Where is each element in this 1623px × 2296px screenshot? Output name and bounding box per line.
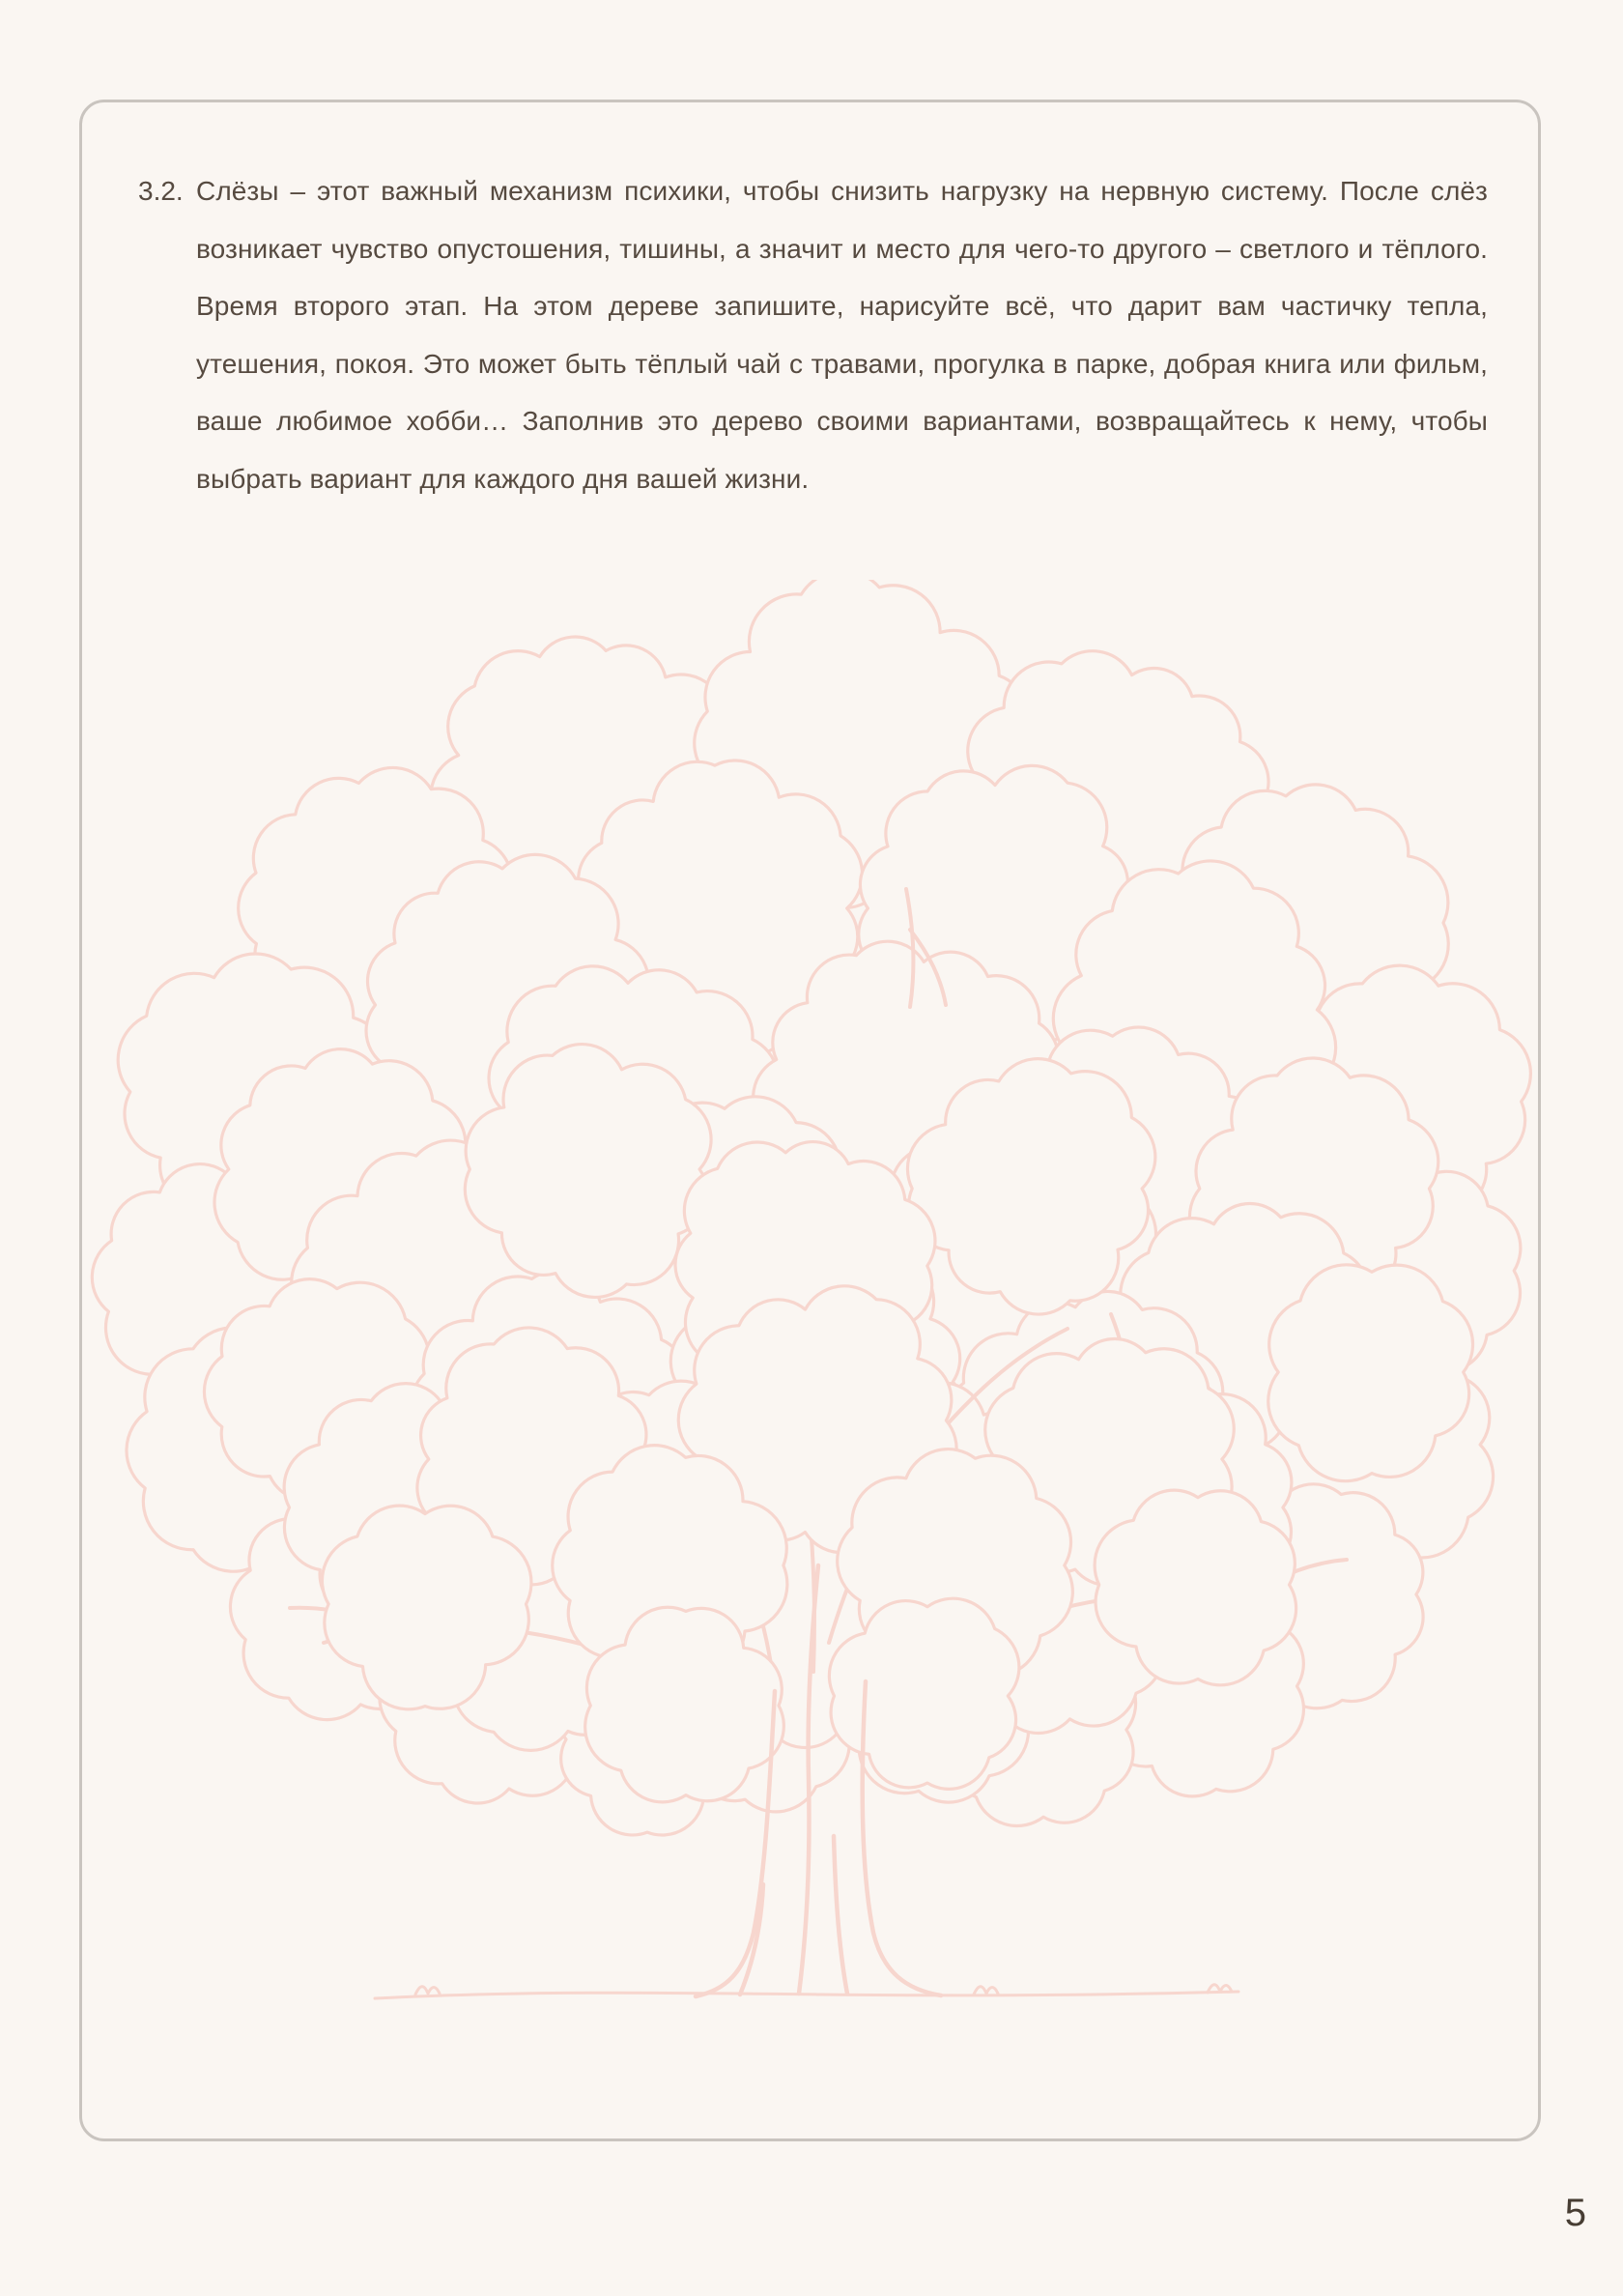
task-description: Слёзы – этот важный механизм психики, чтобы снизить нагрузку на нервную систему. После слёз возникает чувство опустошения, тишины, а значит и место для чего-то другого – светлого и тёплого. Время второго этап. На этом дереве запишите, нарисуйте всё, что дарит вам частичку тепла, утешения, покоя. Это может быть тёплый чай с травами, прогулка в парке, добрая книга или фильм, ваше любимое хобби… Заполнив это дерево своими вариантами, возвращайтесь к нему, чтобы выбрать вариант для каждого дня вашей жизни. bbox=[196, 176, 1488, 494]
tree-outline-svg bbox=[87, 580, 1536, 2039]
task-block bbox=[138, 162, 1488, 507]
page-number: 5 bbox=[1564, 2192, 1586, 2234]
ground-line bbox=[375, 1985, 1239, 1998]
tree-illustration bbox=[87, 580, 1536, 2039]
task-number: 3.2. bbox=[138, 176, 184, 206]
